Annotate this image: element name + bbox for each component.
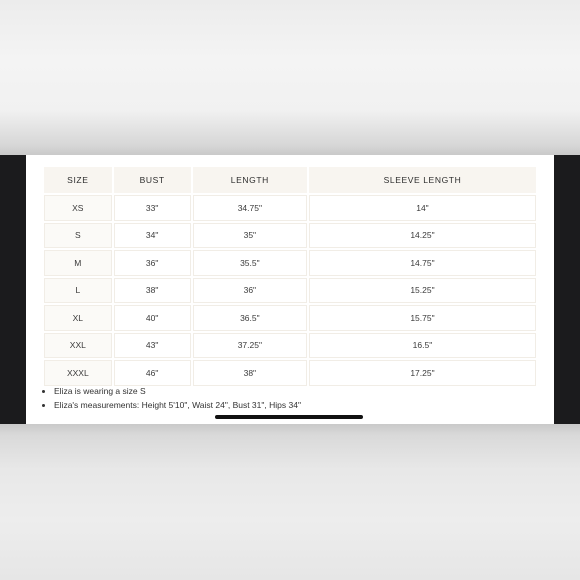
home-indicator-bar[interactable] (215, 415, 363, 419)
sleeve-length-cell: 15.75" (309, 305, 536, 331)
table-row (44, 195, 536, 221)
bust-cell: 34'' (114, 223, 191, 249)
sleeve-length-cell: 15.25" (309, 278, 536, 304)
bust-cell: 43'' (114, 333, 191, 359)
bust-cell: 46'' (114, 360, 191, 386)
length-cell: 36" (193, 278, 307, 304)
sleeve-length-cell: 17.25" (309, 360, 536, 386)
bust-cell: 40'' (114, 305, 191, 331)
table-row (44, 305, 536, 331)
size-cell: L (44, 278, 112, 304)
sleeve-length-cell: 14.75" (309, 250, 536, 276)
model-notes-list (40, 385, 301, 412)
size-cell: M (44, 250, 112, 276)
table-row (44, 278, 536, 304)
table-row (44, 250, 536, 276)
bust-cell: 38'' (114, 278, 191, 304)
header-length: LENGTH (193, 167, 307, 193)
table-row (44, 360, 536, 386)
bust-cell: 33'' (114, 195, 191, 221)
size-cell: XL (44, 305, 112, 331)
header-size: SIZE (44, 167, 112, 193)
sleeve-length-cell: 14.25" (309, 223, 536, 249)
size-chart-card (26, 155, 554, 424)
size-chart-table (42, 165, 538, 388)
bust-cell: 36'' (114, 250, 191, 276)
length-cell: 37.25" (193, 333, 307, 359)
size-cell: S (44, 223, 112, 249)
size-cell: XXXL (44, 360, 112, 386)
table-header-row (44, 167, 536, 193)
header-sleeve-length: SLEEVE LENGTH (309, 167, 536, 193)
model-measurements-note: • Eliza's measurements: Height 5'10", Waist 24", Bust 31", Hips 34" (54, 399, 301, 413)
length-cell: 35.5" (193, 250, 307, 276)
length-cell: 34.75" (193, 195, 307, 221)
table-row (44, 333, 536, 359)
sleeve-length-cell: 14" (309, 195, 536, 221)
model-size-note: • Eliza is wearing a size S (54, 385, 301, 399)
table-row (44, 223, 536, 249)
length-cell: 38" (193, 360, 307, 386)
length-cell: 36.5" (193, 305, 307, 331)
length-cell: 35" (193, 223, 307, 249)
sleeve-length-cell: 16.5" (309, 333, 536, 359)
size-cell: XS (44, 195, 112, 221)
size-cell: XXL (44, 333, 112, 359)
header-bust: BUST (114, 167, 191, 193)
